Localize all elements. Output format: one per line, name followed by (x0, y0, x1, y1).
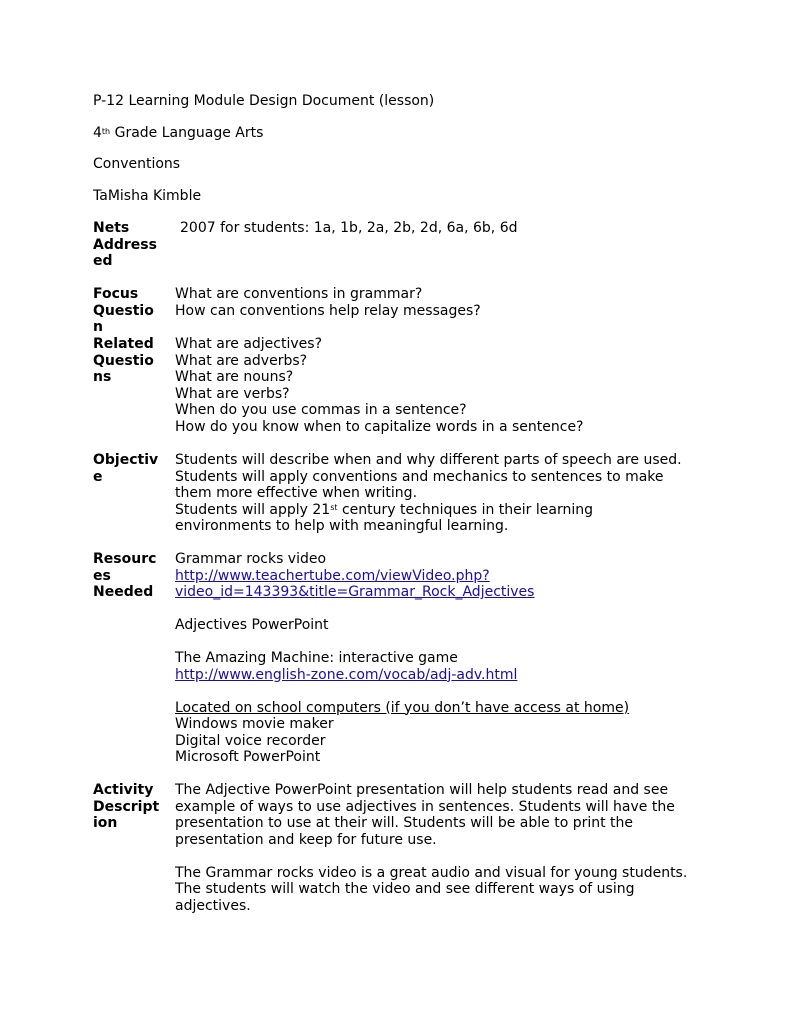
powerpoint-resource: Adjectives PowerPoint (175, 617, 329, 633)
activity-line: presentation and keep for future use. (175, 831, 437, 848)
grade-line (93, 125, 263, 142)
related-questions (175, 336, 715, 435)
label-line: n (93, 319, 103, 335)
focus-questions (175, 286, 715, 319)
related-questions-label (93, 336, 173, 386)
nets-standards: 2007 for students: 1a, 1b, 2a, 2b, 2d, 6a, 6b, 6d (180, 220, 518, 236)
tool-item: Windows movie maker (175, 716, 334, 732)
nets-label (93, 220, 173, 270)
focus-question-item: How can conventions help relay messages? (175, 302, 481, 319)
video-link[interactable]: video_id=143393&title=Grammar_Rock_Adjectives (175, 584, 535, 600)
label-line: Questio (93, 302, 154, 319)
label-line: e (93, 468, 103, 485)
author: TaMisha Kimble (93, 188, 202, 204)
resources-label (93, 551, 173, 601)
objective-text: century techniques in their learning (337, 501, 593, 518)
label-line: ns (93, 369, 112, 385)
related-question-item: What are adjectives? (175, 336, 322, 352)
topic: Conventions (93, 156, 181, 172)
related-question-item: How do you know when to capitalize words in a sentence? (175, 418, 584, 435)
video-link[interactable]: http://www.teachertube.com/viewVideo.php? (175, 567, 490, 584)
related-question-item: What are adverbs? (175, 352, 308, 369)
video-title: Grammar rocks video (175, 551, 327, 567)
label-line: es (93, 567, 111, 584)
label-line: Focus (93, 286, 139, 302)
activity-line: The Adjective PowerPoint presentation will help students read and see (175, 782, 669, 798)
focus-question-item: What are conventions in grammar? (175, 286, 423, 302)
resources-list (175, 551, 715, 766)
activity-line: The Grammar rocks video is a great audio and visual for young students. (175, 864, 688, 881)
objective-label (93, 452, 173, 485)
label-line: Descript (93, 798, 160, 815)
label-line: Nets (93, 220, 130, 236)
activity-line: adjectives. (175, 897, 251, 914)
located-note: Located on school computers (if you don’t have access at home) (175, 699, 630, 716)
nets-text (180, 220, 720, 237)
activity-description (175, 782, 715, 914)
tool-item: Microsoft PowerPoint (175, 749, 321, 765)
activity-line: The students will watch the video and see different ways of using (175, 881, 635, 897)
activity-line: presentation to use at their will. Students will be able to print the (175, 815, 634, 831)
objectives (175, 452, 715, 535)
label-line: Resourc (93, 551, 157, 567)
label-line: Address (93, 236, 157, 253)
objective-line: Students will apply conventions and mechanics to sentences to make (175, 468, 664, 485)
label-line: Questio (93, 352, 154, 369)
label-line: Activity (93, 782, 154, 798)
grade-superscript: th (101, 127, 111, 136)
objective-superscript: st (330, 502, 338, 512)
activity-line: example of ways to use adjectives in sentences. Students will have the (175, 798, 675, 815)
document-title: P-12 Learning Module Design Document (lesson) (93, 93, 435, 109)
objective-line: them more effective when writing. (175, 485, 418, 501)
game-link[interactable]: http://www.english-zone.com/vocab/adj-adv.html (175, 666, 518, 683)
label-line: Needed (93, 584, 154, 600)
focus-question-label (93, 286, 173, 336)
related-question-item: When do you use commas in a sentence? (175, 402, 467, 418)
tool-item: Digital voice recorder (175, 732, 326, 749)
label-line: Objectiv (93, 452, 159, 468)
objective-line (175, 502, 715, 519)
label-line: ed (93, 253, 113, 269)
related-question-item: What are nouns? (175, 369, 294, 385)
objective-line: Students will describe when and why different parts of speech are used. (175, 452, 682, 468)
activity-label (93, 782, 173, 832)
game-title: The Amazing Machine: interactive game (175, 650, 458, 666)
objective-text: Students will apply 21 (175, 501, 331, 518)
objective-line: environments to help with meaningful learning. (175, 518, 509, 534)
related-question-item: What are verbs? (175, 385, 290, 402)
grade-number: 4 (93, 125, 102, 141)
label-line: Related (93, 336, 154, 352)
label-line: ion (93, 815, 118, 831)
grade-text: Grade Language Arts (110, 125, 264, 141)
